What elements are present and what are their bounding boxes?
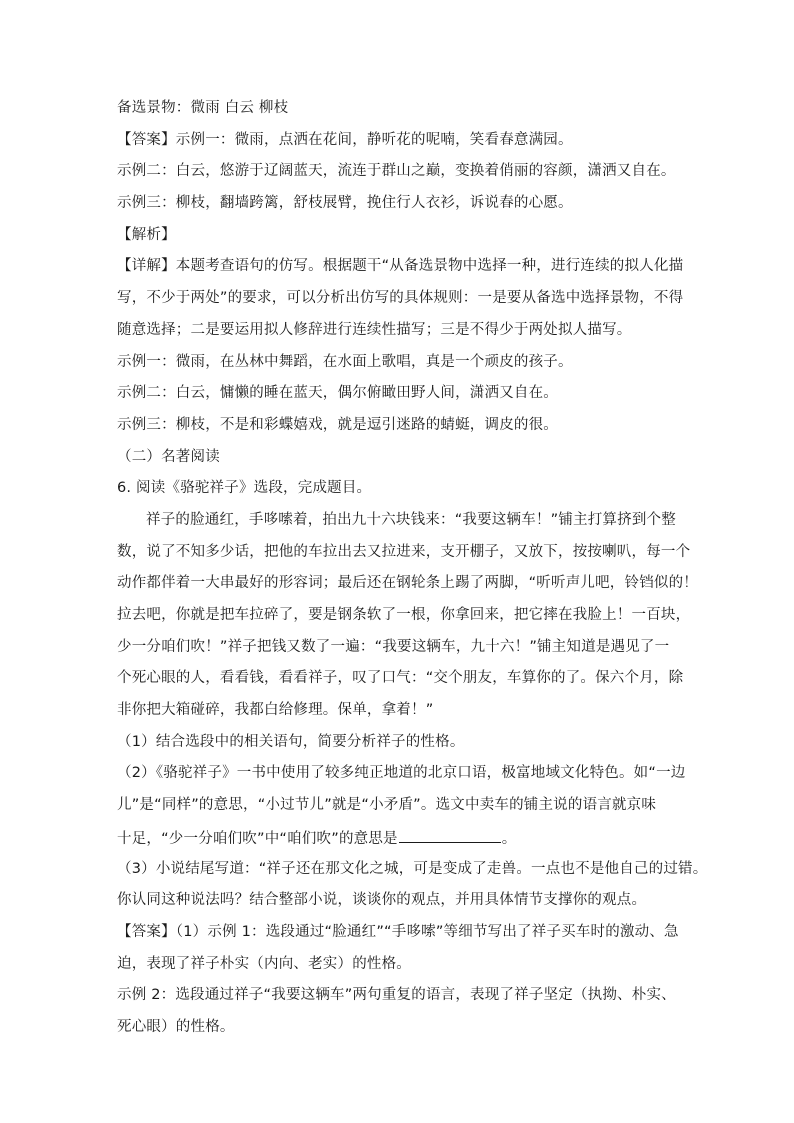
sub-question-3-line-2: 你认同这种说法吗？结合整部小说，谈谈你的观点，并用具体情节支撑你的观点。 [117,892,647,909]
section-heading: （二）名著阅读 [117,448,220,465]
sub-question-2-line-2: 儿”是“同样”的意思，“小过节儿”就是“小矛盾”。选文中卖车的铺主说的语言就京味 [117,797,657,814]
answer-1-line-2: 迫，表现了祥子朴实（内向、老实）的性格。 [117,955,411,972]
explanation-example-3: 示例三：柳枝，不是和彩蝶嬉戏，就是逗引迷路的蜻蜓，调皮的很。 [117,416,558,433]
analysis-heading: 【解析】 [117,226,176,243]
excerpt-line-2: 数，说了不知多少话，把他的车拉出去又拉进来，支开棚子，又放下，按按喇叭，每一个 [117,543,691,560]
fill-in-suffix: 。 [501,830,517,847]
excerpt-line-1: 祥子的脸通红，手哆嗦着，拍出九十六块钱来：“我要这辆车！”铺主打算挤到个整 [146,511,676,528]
sub-question-2-line-1: （2）《骆驼祥子》一书中使用了较多纯正地道的北京口语，极富地域文化特色。如“一边 [117,765,686,782]
excerpt-line-4: 拉去吧，你就是把车拉碎了，要是钢条软了一根，你拿回来，把它摔在我脸上！一百块， [117,607,691,623]
answer-2-line-2: 死心眼）的性格。 [117,1018,235,1035]
answer-example-1: 【答案】示例一：微雨，点洒在花间，静听花的呢喃，笑看春意满园。 [117,131,573,148]
excerpt-line-5: 少一分咱们吹！”祥子把钱又数了一遍：“我要这辆车，九十六！”铺主知道是遇见了一 [117,638,670,655]
sub-question-2-line-3 [117,827,682,847]
excerpt-line-3: 动作都伴着一大串最好的形容词；最后还在钢轮条上踢了两脚，“听听声儿吧，铃铛似的！ [117,575,699,592]
fill-in-prefix: 十足，“少一分咱们吹”中“咱们吹”的意思是 [117,830,398,847]
excerpt-line-7: 非你把大箱碰碎，我都白给修理。保单，拿着！” [117,702,434,719]
fill-in-blank [399,827,501,843]
sub-question-1: （1）结合选段中的相关语句，简要分析祥子的性格。 [117,733,465,750]
explanation-example-2: 示例二：白云，慵懒的睡在蓝天，偶尔俯瞰田野人间，潇洒又自在。 [117,385,558,402]
answer-example-3: 示例三：柳枝，翻墙跨篱，舒枝展臂，挽住行人衣衫，诉说春的心愿。 [117,195,573,212]
candidate-scenery-line: 备选景物：微雨 白云 柳枝 [117,100,289,116]
answer-example-2: 示例二：白云，悠游于辽阔蓝天，流连于群山之巅，变换着俏丽的容颜，潇洒又自在。 [117,163,676,180]
explanation-line-2: 写，不少于两处”的要求，可以分析出仿写的具体规则：一是要从备选中选择景物，不得 [117,290,684,307]
document-page [117,98,708,1049]
explanation-line-3: 随意选择；二是要运用拟人修辞进行连续性描写；三是不得少于两处拟人描写。 [117,321,632,338]
question-6-title: 6. 阅读《骆驼祥子》选段，完成题目。 [117,480,372,497]
excerpt-line-6: 个死心眼的人，看看钱，看看祥子，叹了口气：“交个朋友，车算你的了。保六个月，除 [117,670,684,687]
answer-1-line-1: 【答案】（1）示例 1：选段通过“脸通红”“手哆嗦”等细节写出了祥子买车时的激动、急 [117,923,679,940]
answer-2-line-1: 示例 2：选段通过祥子“我要这辆车”两句重复的语言，表现了祥子坚定（执拗、朴实、 [117,987,676,1004]
explanation-line-1: 【详解】本题考查语句的仿写。根据题干“从备选景物中选择一种，进行连续的拟人化描 [117,258,684,275]
sub-question-3-line-1: （3）小说结尾写道：“祥子还在那文化之城，可是变成了走兽。一点也不是他自己的过错。 [117,860,708,877]
explanation-example-1: 示例一：微雨，在丛林中舞蹈，在水面上歌唱，真是一个顽皮的孩子。 [117,353,573,370]
